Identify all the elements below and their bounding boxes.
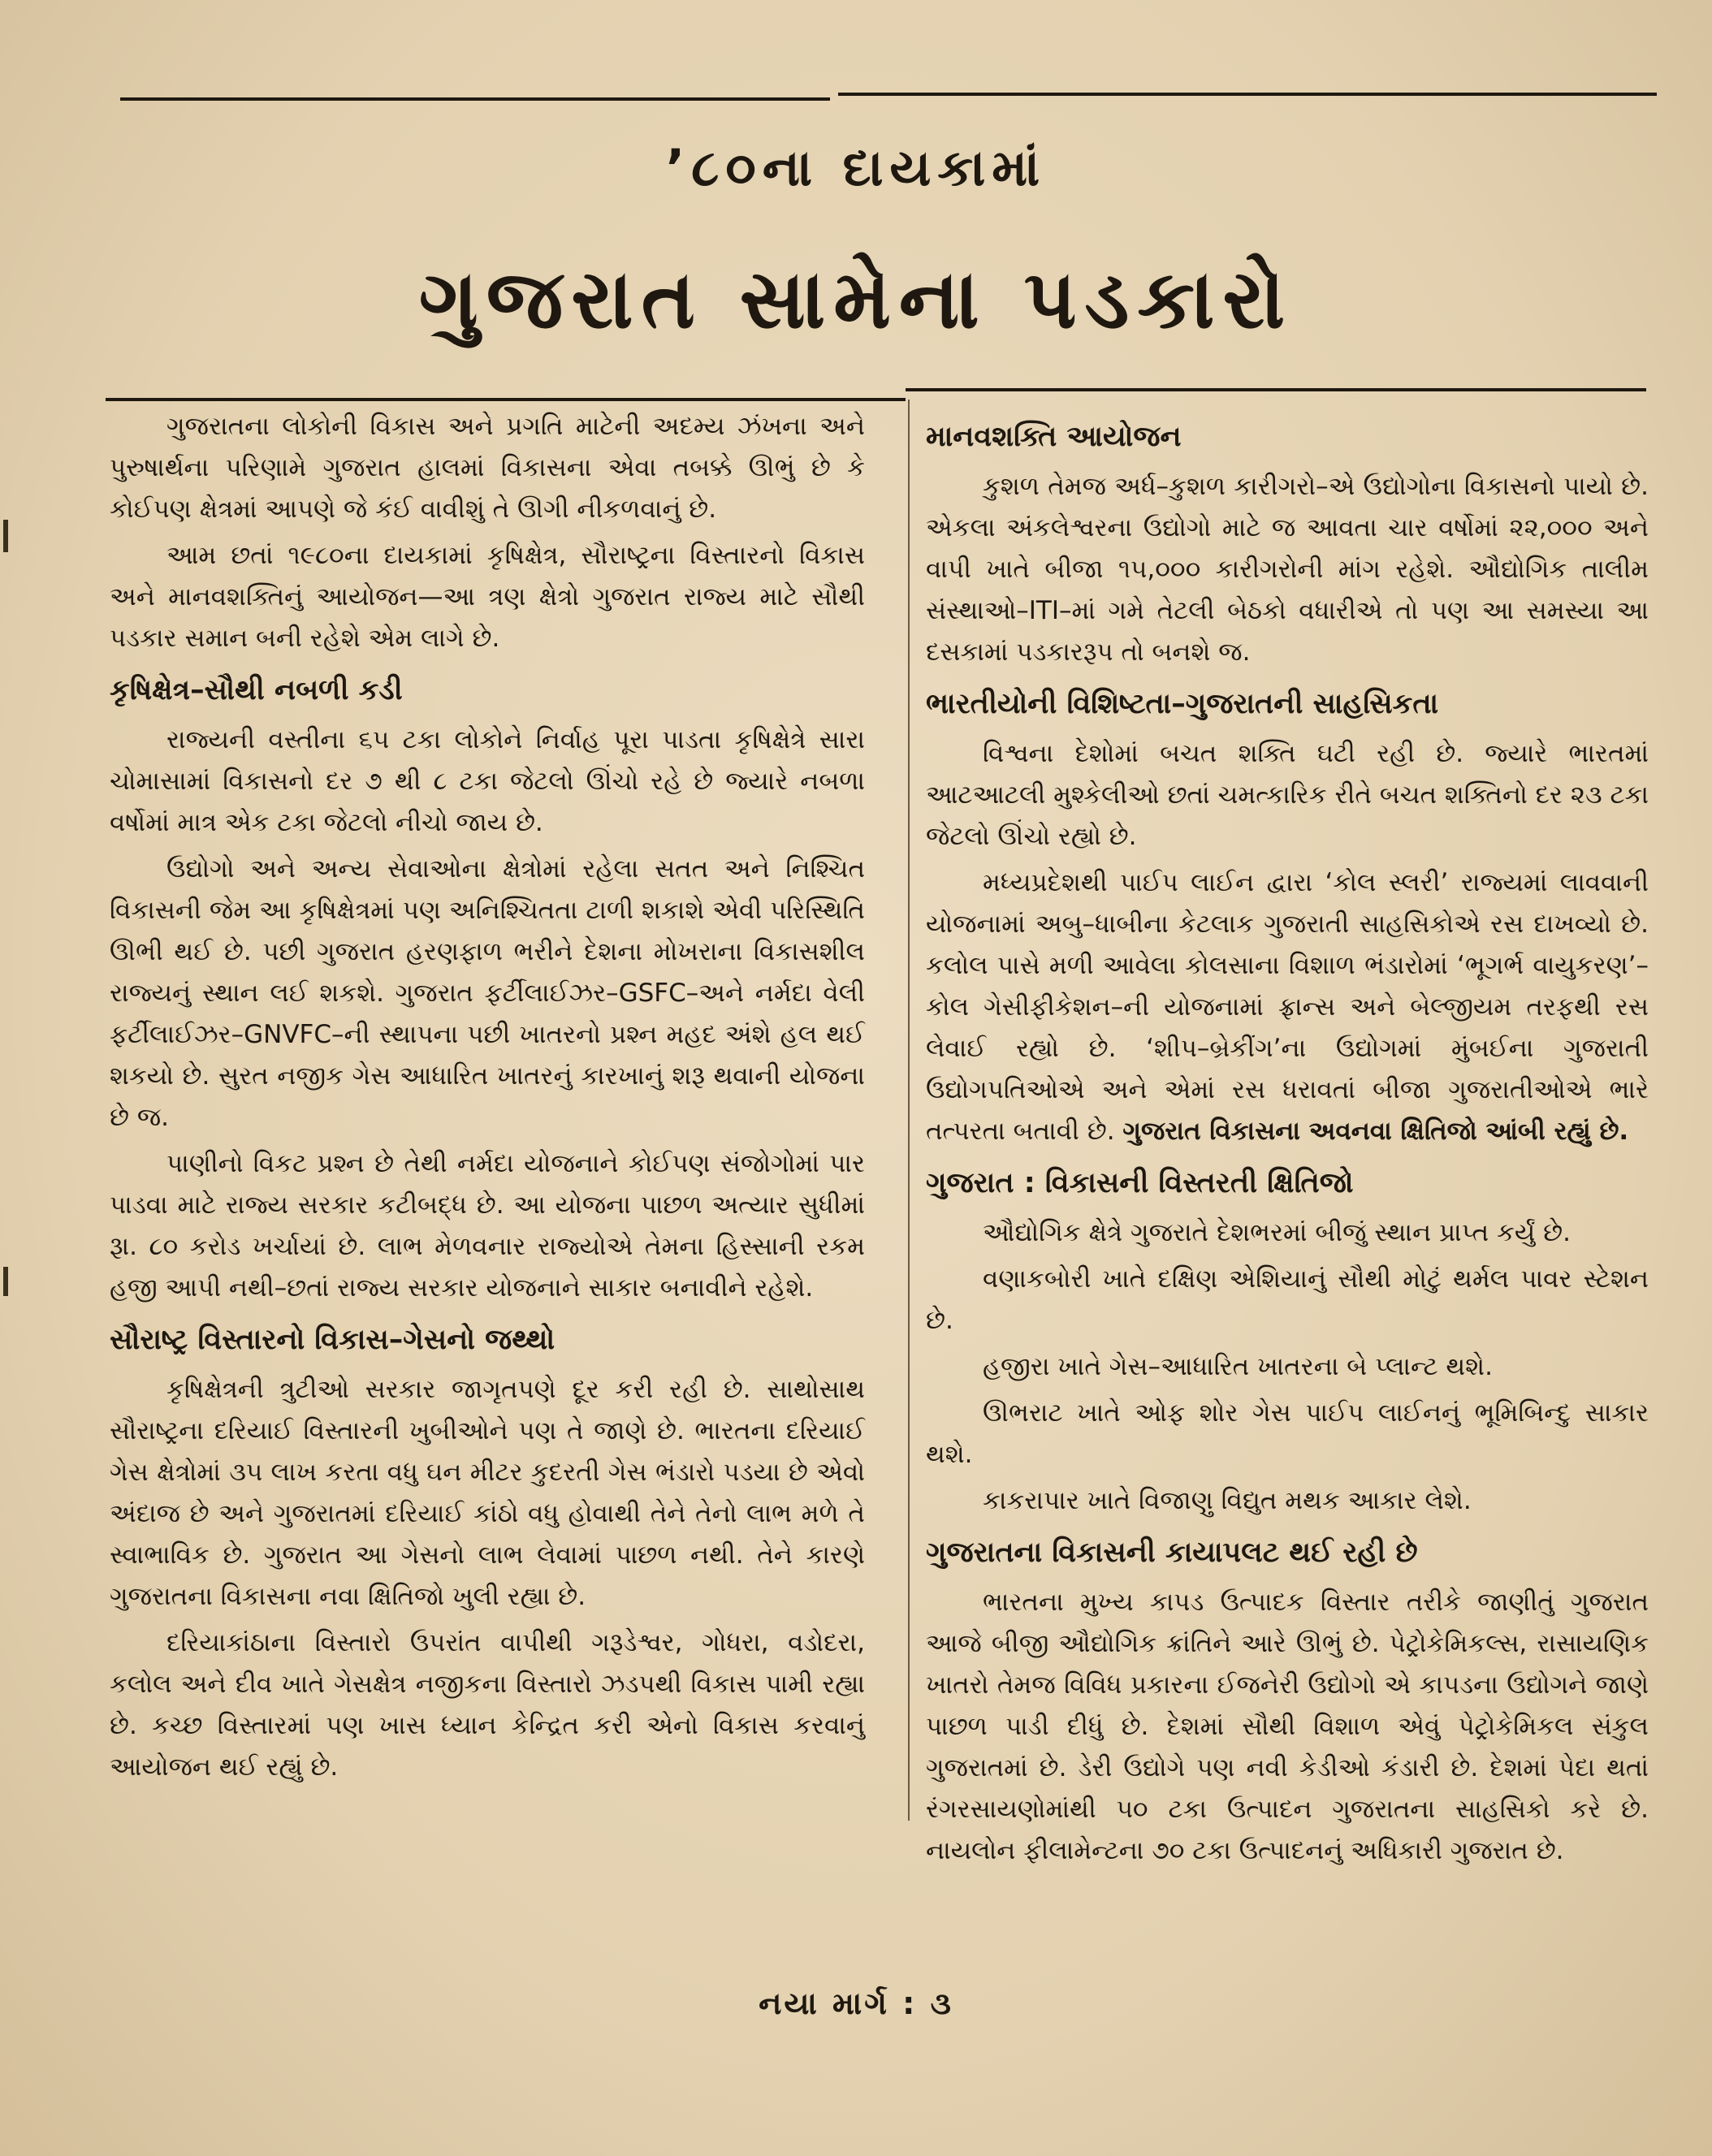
top-rule-right (838, 93, 1657, 96)
indians-paragraph-2-emphasis: ગુજરાત વિકાસના અવનવા ક્ષિતિજો આંબી રહ્યું છે. (1122, 1117, 1629, 1146)
horizon-paragraph-2: વણાકબોરી ખાતે દક્ષિણ એશિયાનું સૌથી મોટું થર્મલ પાવર સ્ટેશન છે. (926, 1264, 1649, 1335)
indians-paragraph-1: વિશ્વના દેશોમાં બચત શક્તિ ઘટી રહી છે. જ્યારે ભારતમાં આટઆટલી મુશ્કેલીઓ છતાં ચમત્કારિક રીતે બચત શક્તિનો દર ૨૩ ટકા જેટલો ઊંચો રહ્યો છે. (926, 739, 1649, 851)
article-title: ગુજરાત સામેના પડકારો (418, 252, 1294, 347)
heading-saurashtra: સૌરાષ્ટ્ર વિસ્તારનો વિકાસ–ગેસનો જથ્થો (110, 1324, 556, 1356)
article-kicker: ’૮૦ના દાયકામાં (665, 138, 1047, 197)
heading-transformation: ગુજરાતના વિકાસની કાયાપલટ થઈ રહી છે (926, 1536, 1418, 1569)
title-rule-right (906, 388, 1646, 391)
heading-agriculture: કૃષિક્ષેત્ર–સૌથી નબળી કડી (110, 674, 403, 706)
saurashtra-paragraph-2: દરિયાકાંઠાના વિસ્તારો ઉપરાંત વાપીથી ગરૂડેશ્વર, ગોધરા, વડોદરા, કલોલ અને દીવ ખાતે ગેસક્ષેત્ર નજીકના વિસ્તારો ઝડપથી વિકાસ પામી રહ્યા છે. કચ્છ વિસ્તારમાં પણ ખાસ ધ્યાન કેન્દ્રિત કરી એનો વિકાસ કરવાનું આયોજન થઈ રહ્યું છે. (110, 1628, 865, 1782)
intro-paragraph-1: ગુજરાતના લોકોની વિકાસ અને પ્રગતિ માટેની અદમ્ય ઝંખના અને પુરુષાર્થના પરિણામે ગુજરાત હાલમાં વિકાસના એવા તબક્કે ઊભું છે કે કોઈપણ ક્ષેત્રમાં આપણે જે કંઈ વાવીશું તે ઊગી નીકળવાનું છે. (110, 412, 865, 524)
binding-mark (3, 1267, 8, 1296)
agriculture-paragraph-1: રાજ્યની વસ્તીના ૬૫ ટકા લોકોને નિર્વાહ પૂરા પાડતા કૃષિક્ષેત્રે સારા ચોમાસામાં વિકાસનો દર ૭ થી ૮ ટકા જેટલો ઊંચો રહે છે જ્યારે નબળા વર્ષોમાં માત્ર એક ટકા જેટલો નીચો જાય છે. (110, 725, 865, 837)
horizon-paragraph-5: કાકરાપાર ખાતે વિજાણુ વિદ્યુત મથક આકાર લેશે. (983, 1486, 1472, 1515)
horizon-paragraph-1: ઔદ્યોગિક ક્ષેત્રે ગુજરાતે દેશભરમાં બીજું સ્થાન પ્રાપ્ત કર્યું છે. (983, 1218, 1571, 1247)
title-rule-left (106, 398, 906, 401)
left-column (110, 406, 865, 1793)
intro-paragraph-2: આમ છતાં ૧૯૮૦ના દાયકામાં કૃષિક્ષેત્ર, સૌરાષ્ટ્રના વિસ્તારનો વિકાસ અને માનવશક્તિનું આયોજન—આ ત્રણ ક્ષેત્રો ગુજરાત રાજ્ય માટે સૌથી પડકાર સમાન બની રહેશે એમ લાગે છે. (110, 541, 865, 653)
heading-manpower: માનવશક્તિ આયોજન (926, 421, 1182, 453)
heading-indians: ભારતીયોની વિશિષ્ટતા–ગુજરાતની સાહસિકતા (926, 688, 1439, 720)
agriculture-paragraph-3: પાણીનો વિકટ પ્રશ્ન છે તેથી નર્મદા યોજનાને કોઈપણ સંજોગોમાં પાર પાડવા માટે રાજ્ય સરકાર કટીબદ્ધ છે. આ યોજના પાછળ અત્યાર સુધીમાં રૂા. ૮૦ કરોડ ખર્ચાયાં છે. લાભ મેળવનાર રાજ્યોએ તેમના હિસ્સાની રકમ હજી આપી નથી–છતાં રાજ્ય સરકાર યોજનાને સાકાર બનાવીને રહેશે. (110, 1149, 865, 1303)
horizon-paragraph-4: ઊભરાટ ખાતે ઓફ શોર ગેસ પાઈપ લાઈનનું ભૂમિબિન્દુ સાકાર થશે. (926, 1398, 1649, 1469)
manpower-paragraph-1: કુશળ તેમજ અર્ધ–કુશળ કારીગરો–એ ઉદ્યોગોના વિકાસનો પાયો છે. એકલા અંકલેશ્વરના ઉદ્યોગો માટે જ આવતા ચાર વર્ષોમાં ૨૨,૦૦૦ અને વાપી ખાતે બીજા ૧૫,૦૦૦ કારીગરોની માંગ રહેશે. ઔદ્યોગિક તાલીમ સંસ્થાઓ–ITI–માં ગમે તેટલી બેઠકો વધારીએ તો પણ આ સમસ્યા આ દસકામાં પડકારરૂપ તો બનશે જ. (926, 472, 1649, 667)
heading-horizon: ગુજરાત : વિકાસની વિસ્તરતી ક્ષિતિજો (926, 1167, 1354, 1199)
transformation-paragraph-1: ભારતના મુખ્ય કાપડ ઉત્પાદક વિસ્તાર તરીકે જાણીતું ગુજરાત આજે બીજી ઔદ્યોગિક ક્રાંતિને આરે ઊભું છે. પેટ્રોકેમિકલ્સ, રાસાયણિક ખાતરો તેમજ વિવિધ પ્રકારના ઈજનેરી ઉદ્યોગો એ કાપડના ઉદ્યોગને જાણે પાછળ પાડી દીધું છે. દેશમાં સૌથી વિશાળ એવું પેટ્રોકેમિકલ સંકુલ ગુજરાતમાં છે. ડેરી ઉદ્યોગે પણ નવી કેડીઓ કંડારી છે. દેશમાં પેદા થતાં રંગરસાયણોમાંથી ૫૦ ટકા ઉત્પાદન ગુજરાતના સાહસિકો કરે છે. નાયલોન ફીલામેન્ટના ૭૦ ટકા ઉત્પાદનનું અધિકારી ગુજરાત છે. (926, 1588, 1649, 1865)
indians-paragraph-2 (926, 862, 1649, 1152)
horizon-paragraph-3: હજીરા ખાતે ગેસ–આધારિત ખાતરના બે પ્લાન્ટ થશે. (983, 1352, 1493, 1381)
top-rule-left (120, 97, 830, 101)
page-footer: નયા માર્ગ : ૩ (759, 1985, 953, 2021)
column-divider (908, 400, 910, 1821)
indians-paragraph-2-text: મધ્યપ્રદેશથી પાઈપ લાઈન દ્વારા ‘કોલ સ્લરી’ રાજ્યમાં લાવવાની યોજનામાં અબુ–ધાબીના કેટલાક ગુજરાતી સાહસિકોએ રસ દાખવ્યો છે. કલોલ પાસે મળી આવેલા કોલસાના વિશાળ ભંડારોમાં ‘ભૂગર્ભ વાયુકરણ’–કોલ ગેસીફીકેશન–ની યોજનામાં ફ્રાન્સ અને બેલ્જીયમ તરફથી રસ લેવાઈ રહ્યો છે. ‘શીપ–બ્રેકીંગ’ના ઉદ્યોગમાં મુંબઈના ગુજરાતી ઉદ્યોગપતિઓએ અને એમાં રસ ધરાવતાં બીજા ગુજરાતીઓએ ભારે તત્પરતા બતાવી છે. (926, 868, 1649, 1146)
right-column (926, 406, 1649, 1877)
saurashtra-paragraph-1: કૃષિક્ષેત્રની ત્રુટીઓ સરકાર જાગૃતપણે દૂર કરી રહી છે. સાથોસાથ સૌરાષ્ટ્રના દરિયાઈ વિસ્તારની ખુબીઓને પણ તે જાણે છે. ભારતના દરિયાઈ ગેસ ક્ષેત્રોમાં ૩૫ લાખ કરતા વધુ ઘન મીટર કુદરતી ગેસ ભંડારો પડયા છે એવો અંદાજ છે અને ગુજરાતમાં દરિયાઈ કાંઠો વધુ હોવાથી તેને તેનો લાભ મળે તે સ્વાભાવિક છે. ગુજરાત આ ગેસનો લાભ લેવામાં પાછળ નથી. તેને કારણે ગુજરાતના વિકાસના નવા ક્ષિતિજો ખુલી રહ્યા છે. (110, 1375, 865, 1611)
agriculture-paragraph-2: ઉદ્યોગો અને અન્ય સેવાઓના ક્ષેત્રોમાં રહેલા સતત અને નિશ્ચિત વિકાસની જેમ આ કૃષિક્ષેત્રમાં પણ અનિશ્ચિતતા ટાળી શકાશે એવી પરિસ્થિતિ ઊભી થઈ છે. પછી ગુજરાત હરણફાળ ભરીને દેશના મોખરાના વિકાસશીલ રાજ્યનું સ્થાન લઈ શકશે. ગુજરાત ફર્ટીલાઈઝર–GSFC–અને નર્મદા વેલી ફર્ટીલાઈઝર–GNVFC–ની સ્થાપના પછી ખાતરનો પ્રશ્ન મહદ અંશે હલ થઈ શકયો છે. સુરત નજીક ગેસ આધારિત ખાતરનું કારખાનું શરૂ થવાની યોજના છે જ. (110, 854, 865, 1132)
binding-mark (3, 520, 8, 552)
